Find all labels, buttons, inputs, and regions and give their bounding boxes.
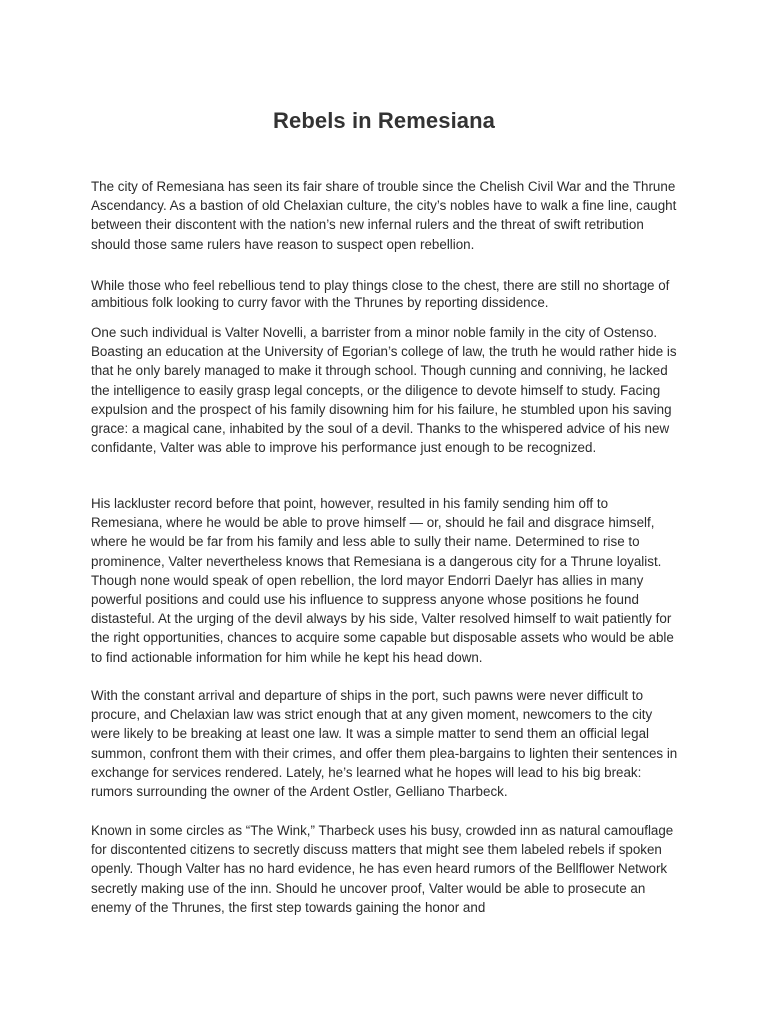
page-title: Rebels in Remesiana <box>273 107 495 133</box>
paragraph-2: While those who feel rebellious tend to play things close to the chest, there are still no shortage of ambitious folk looking to curry favor with the Thrunes by reporting dissidence. <box>91 278 670 310</box>
paragraph-6: Known in some circles as “The Wink,” Tharbeck uses his busy, crowded inn as natural camouflage for discontented citizens to secretly discuss matters that might see them labeled rebels if spoken openly. Though Valter has no hard evidence, he has even heard rumors of the Bellflower Network secretly making use of the inn. Should he uncover proof, Valter would be able to prosecute an enemy of the Thrunes, the first step towards gaining the honor and <box>91 823 674 915</box>
paragraph-3: One such individual is Valter Novelli, a barrister from a minor noble family in the city of Ostenso. Boasting an education at the University of Egorian’s college of law, the truth he would rather hide is that he only barely managed to make it through school. Though cunning and conniving, he lacked the intelligence to easily grasp legal concepts, or the diligence to devote himself to study. Facing expulsion and the prospect of his family disowning him for his failure, he stumbled upon his saving grace: a magical cane, inhabited by the soul of a devil. Thanks to the whispered advice of his new confidante, Valter was able to improve his performance just enough to be recognized. <box>91 325 677 456</box>
paragraph-5: With the constant arrival and departure of ships in the port, such pawns were never difficult to procure, and Chelaxian law was strict enough that at any given moment, newcomers to the city were likely to be breaking at least one law. It was a simple matter to send them an official legal summon, confront them with their crimes, and offer them plea-bargains to lighten their sentences in exchange for services rendered. Lately, he’s learned what he hopes will lead to his big break: rumors surrounding the owner of the Ardent Ostler, Gelliano Tharbeck. <box>91 688 678 800</box>
paragraph-1: The city of Remesiana has seen its fair share of trouble since the Chelish Civil War and the Thrune Ascendancy. As a bastion of old Chelaxian culture, the city’s nobles have to walk a fine line, caught between their discontent with the nation’s new infernal rulers and the threat of swift retribution should those same rulers have reason to suspect open rebellion. <box>91 179 677 252</box>
paragraph-4: His lackluster record before that point, however, resulted in his family sending him off to Remesiana, where he would be able to prove himself — or, should he fail and disgrace himself, where he would be far from his family and less able to sully their name. Determined to rise to prominence, Valter nevertheless knows that Remesiana is a dangerous city for a Thrune loyalist. Though none would speak of open rebellion, the lord mayor Endorri Daelyr has allies in many powerful positions and could use his influence to suppress anyone whose positions he found distasteful. At the urging of the devil always by his side, Valter resolved himself to wait patiently for the right opportunities, chances to acquire some capable but disposable assets who would be able to find actionable information for him while he kept his head down. <box>91 496 674 665</box>
